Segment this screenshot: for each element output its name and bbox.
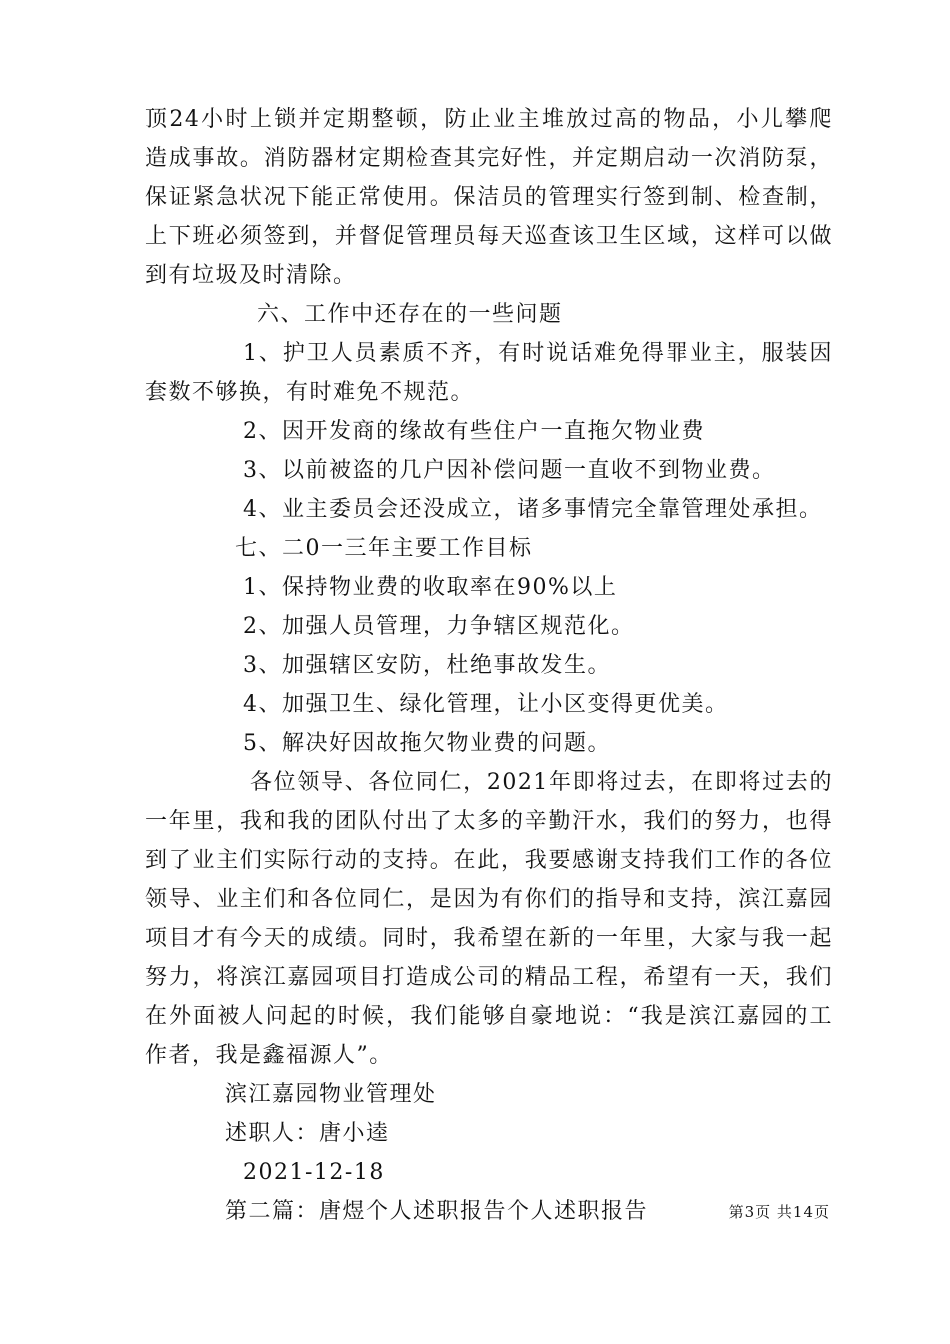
list-item: 5、解决好因故拖欠物业费的问题。 xyxy=(243,731,611,756)
list-item: 3、加强辖区安防，杜绝事故发生。 xyxy=(243,653,611,678)
page-number-footer: 第3页 共14页 xyxy=(728,1203,830,1221)
closing-paragraph: 各位领导、各位同仁，2021年即将过去，在即将过去的一年里，我和我的团队付出了太多的辛勤汗水，我们的努力，也得到了业主们实际行动的支持。在此，我要感谢支持我们工作的各位领导、业主们和各位同仁，是因为有你们的指导和支持，滨江嘉园项目才有今天的成绩。同时，我希望在新的一年里，大家与我一起努力，将滨江嘉园项目打造成公司的精品工程，希望有一天，我们在外面被人问起的时候，我们能够自豪地说：“我是滨江嘉园的工作者，我是鑫福源人”。 xyxy=(145,770,833,1068)
signature-person-line: 述职人：唐小逵 xyxy=(225,1121,390,1146)
list-item: 4、加强卫生、绿化管理，让小区变得更优美。 xyxy=(243,692,729,717)
list-item: 2、加强人员管理，力争辖区规范化。 xyxy=(243,614,635,639)
signature-org-line: 滨江嘉园物业管理处 xyxy=(225,1082,437,1107)
signature-date-line: 2021-12-18 xyxy=(243,1160,385,1185)
list-item: 3、以前被盗的几户因补偿问题一直收不到物业费。 xyxy=(243,458,776,483)
next-section-title: 第二篇：唐煜个人述职报告个人述职报告 xyxy=(225,1199,649,1224)
body-paragraph: 顶24小时上锁并定期整顿，防止业主堆放过高的物品，小儿攀爬造成事故。消防器材定期检查其完好性，并定期启动一次消防泵，保证紧急状况下能正常使用。保洁员的管理实行签到制、检查制，上下班必须签到，并督促管理员每天巡查该卫生区域，这样可以做到有垃圾及时清除。 xyxy=(145,107,833,288)
section-heading-six: 六、工作中还存在的一些问题 xyxy=(257,302,563,327)
document-text xyxy=(145,100,833,1231)
section-heading-seven: 七、二0一三年主要工作目标 xyxy=(235,536,533,561)
list-item: 1、护卫人员素质不齐，有时说话难免得罪业主，服装因套数不够换，有时难免不规范。 xyxy=(145,341,833,405)
list-item: 1、保持物业费的收取率在90%以上 xyxy=(243,575,618,600)
list-item: 4、业主委员会还没成立，诸多事情完全靠管理处承担。 xyxy=(243,497,823,522)
list-item: 2、因开发商的缘故有些住户一直拖欠物业费 xyxy=(243,419,705,444)
